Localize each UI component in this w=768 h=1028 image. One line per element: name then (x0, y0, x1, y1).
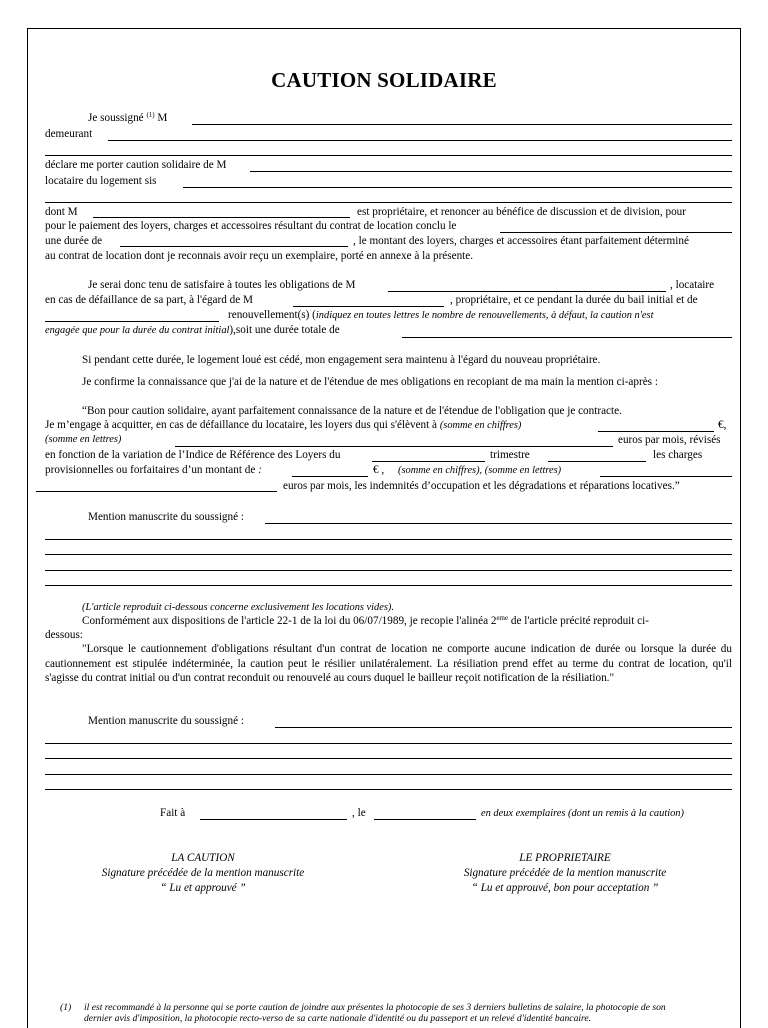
proprietaire-text: est propriétaire, et renoncer au bénéfice de discussion et de division, pour (357, 206, 686, 218)
defaillance-text: en cas de défaillance de sa part, à l'égard de M (45, 294, 253, 306)
bail-text: , propriétaire, et ce pendant la durée du bail initial et de (450, 294, 698, 306)
fait-a-label: Fait à (160, 807, 186, 819)
address-field-2[interactable] (45, 155, 732, 156)
duree-label: une durée de (45, 235, 103, 247)
soussigne-name-field[interactable] (192, 124, 732, 125)
somme-both-hint: (somme en chiffres), (somme en lettres) (398, 465, 562, 476)
owner-name-field[interactable] (93, 217, 350, 218)
date-field[interactable] (374, 819, 476, 820)
charges-words-field[interactable] (600, 476, 732, 477)
engagee-text: engagée que pour la durée du contrat initial),soit une durée totale de (45, 324, 340, 336)
dwelling-address-field-2[interactable] (45, 202, 732, 203)
irl-quarter-field[interactable] (372, 461, 485, 462)
document-title: CAUTION SOLIDAIRE (271, 68, 497, 92)
mention2-line-4[interactable] (45, 774, 732, 775)
indice-text: en fonction de la variation de l’Indice de Référence des Loyers du (45, 449, 341, 461)
provisionnelles-text: provisionnelles ou forfaitaires d’un montant de : (45, 464, 262, 476)
place-field[interactable] (200, 819, 347, 820)
euros-mois-text: euros par mois, révisés (618, 434, 721, 446)
le-label: , le (352, 807, 366, 819)
confirmation-text: Je confirme la connaissance que j'ai de la nature et de l'étendue de mes obligations en recopiant de ma main la mention ci-après : (82, 376, 658, 388)
mention-line-4[interactable] (45, 570, 732, 571)
caution-title: LA CAUTION (171, 852, 235, 864)
obligations-tenant-field[interactable] (388, 291, 666, 292)
logement-label: locataire du logement sis (45, 175, 157, 187)
owner-name-field-2[interactable] (293, 306, 444, 307)
mention2-line-5[interactable] (45, 789, 732, 790)
proprio-title: LE PROPRIETAIRE (519, 852, 611, 864)
address-field[interactable] (108, 140, 732, 141)
mention-line-1[interactable] (265, 523, 732, 524)
bon-pour-text: “Bon pour caution solidaire, ayant parfaitement connaissance de la nature et de l'étendue de l'obligation que je contracte. (82, 405, 622, 417)
mention2-line-2[interactable] (45, 743, 732, 744)
dwelling-address-field[interactable] (183, 187, 732, 188)
mention-line-5[interactable] (45, 585, 732, 586)
euro-sign: €, (718, 419, 727, 431)
lease-duration-field[interactable] (120, 246, 348, 247)
caution-line-1: Signature précédée de la mention manuscrite (101, 867, 305, 879)
mention2-line-1[interactable] (275, 727, 732, 728)
total-duration-field[interactable] (402, 337, 732, 338)
footnote-line-2: dernier avis d'imposition, la photocopie recto-verso de sa carte nationale d'identité ou du passeport et un relevé d'identité bancaire. (84, 1013, 592, 1024)
lease-date-field[interactable] (500, 232, 732, 233)
tenu-text: Je serai donc tenu de satisfaire à toutes les obligations de M (88, 279, 356, 291)
mention-label-1: Mention manuscrite du soussigné : (88, 511, 244, 523)
exemplaires-text: en deux exemplaires (dont un remis à la caution) (481, 808, 684, 819)
somme-lettres-hint: (somme en lettres) (45, 434, 122, 445)
caution-line-2: “ Lu et approuvé ” (160, 882, 246, 894)
paiement-text: pour le paiement des loyers, charges et accessoires résultant du contrat de location conclu le (45, 220, 457, 232)
annexe-text: au contrat de location dont je reconnais avoir reçu un exemplaire, porté en annexe à la présente. (45, 250, 474, 262)
renouvellement-text: renouvellement(s) (indiquez en toutes lettres le nombre de renouvellements, à défaut, la caution n'est (228, 309, 654, 321)
engage-text: Je m’engage à acquitter, en cas de défaillance du locataire, les loyers dus qui s'élèvent à (somme en chiffres) (45, 419, 522, 431)
trimestre-text: trimestre (490, 449, 530, 461)
charges-words-field-2[interactable] (36, 491, 277, 492)
footnote-line-1: il est recommandé à la personne qui se porte caution de joindre aux présentes la photocopie de ses 3 derniers bulletins de salaire, la photocopie de son (84, 1002, 666, 1013)
mention-line-3[interactable] (45, 554, 732, 555)
proprio-line-2: “ Lu et approuvé, bon pour acceptation ” (471, 882, 659, 894)
mention-label-2: Mention manuscrite du soussigné : (88, 715, 244, 727)
irl-year-field[interactable] (548, 461, 646, 462)
rent-amount-words-field[interactable] (175, 446, 613, 447)
proprio-line-1: Signature précédée de la mention manuscrite (463, 867, 667, 879)
demeurant-label: demeurant (45, 128, 93, 140)
tenant-name-field[interactable] (250, 171, 732, 172)
mention-line-2[interactable] (45, 539, 732, 540)
charges-text: les charges (653, 449, 703, 461)
footnote-marker: (1) (60, 1002, 72, 1013)
euro-sign-2: € , (373, 464, 385, 476)
dessous-text: dessous: (45, 629, 83, 641)
declare-label: déclare me porter caution solidaire de M (45, 159, 227, 171)
indemnites-text: euros par mois, les indemnités d’occupation et les dégradations et réparations locatives.” (283, 480, 680, 492)
renewals-count-field[interactable] (45, 321, 219, 322)
mention2-line-3[interactable] (45, 758, 732, 759)
article-note: (L'article reproduit ci-dessous concerne exclusivement les locations vides). (82, 602, 394, 613)
soussigne-label: Je soussigné $^{(1)}$ M (88, 111, 168, 124)
charges-digits-field[interactable] (292, 476, 368, 477)
montant-text: , le montant des loyers, charges et accessoires étant parfaitement déterminé (353, 235, 689, 247)
dont-m-label: dont M (45, 206, 78, 218)
article-quote: "Lorsque le cautionnement d'obligations résultant d'un contrat de location ne comporte aucune indication de durée ou lorsque la durée du cautionnement est stipulée indéterminée, la caution peut le résilier unilatéralement. La résiliation prend effet au terme du contrat de location, qu'il s'agisse du contrat initial ou d'un contrat reconduit ou renouvelé au cours duquel le bailleur reçoit notification de la résiliation." (45, 643, 732, 684)
rent-amount-digits-field[interactable] (598, 431, 714, 432)
conformement-text: Conformément aux dispositions de l'article 22-1 de la loi du 06/07/1989, je recopie l'alinéa 2eme de l'article précité reproduit ci- (82, 614, 649, 627)
cession-text: Si pendant cette durée, le logement loué est cédé, mon engagement sera maintenu à l'égard du nouveau propriétaire. (82, 354, 601, 366)
locataire-text: , locataire (670, 279, 715, 291)
